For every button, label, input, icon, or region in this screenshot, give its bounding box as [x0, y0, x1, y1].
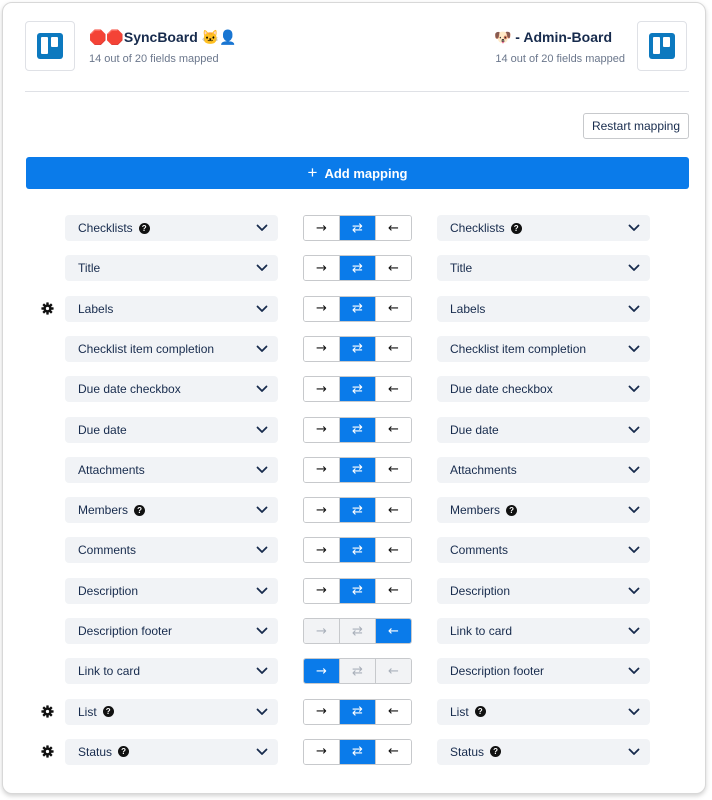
mapping-row [3, 497, 707, 523]
chevron-down-icon [256, 587, 268, 595]
chevron-down-icon [256, 466, 268, 474]
sync-left-button[interactable]: ← [375, 498, 411, 522]
help-icon[interactable]: ? [103, 706, 114, 717]
sync-left-button[interactable]: ← [375, 538, 411, 562]
left-field-label: Members [78, 503, 129, 518]
right-board-name: 🐶 - Admin-Board [493, 29, 612, 45]
sync-left-button[interactable]: ← [375, 418, 411, 442]
left-field-select[interactable] [65, 336, 278, 362]
sync-right-button[interactable]: → [304, 579, 339, 603]
sync-left-button[interactable]: ← [375, 377, 411, 401]
right-field-select[interactable] [437, 296, 650, 322]
mapping-row [3, 376, 707, 402]
sync-direction-toggle [303, 417, 412, 443]
left-field-select[interactable] [65, 457, 278, 483]
right-field-select[interactable] [437, 497, 650, 523]
right-field-label: Link to card [450, 624, 513, 638]
mapping-row [3, 658, 707, 684]
chevron-down-icon [628, 305, 640, 313]
sync-left-button[interactable]: ← [375, 659, 411, 683]
chevron-down-icon [256, 748, 268, 756]
sync-both-button[interactable]: ⇄ [339, 216, 375, 240]
right-field-select[interactable] [437, 417, 650, 443]
left-field-select[interactable] [65, 255, 278, 281]
mapping-row [3, 255, 707, 281]
left-field-label: Description [78, 583, 139, 598]
chevron-down-icon [628, 426, 640, 434]
sync-right-button[interactable]: → [304, 377, 339, 401]
sync-both-button[interactable]: ⇄ [339, 740, 375, 764]
sync-both-button[interactable]: ⇄ [339, 538, 375, 562]
right-field-label: Attachments [450, 462, 517, 477]
left-field-select[interactable] [65, 376, 278, 402]
chevron-down-icon [628, 385, 640, 393]
help-icon[interactable]: ? [490, 746, 501, 757]
chevron-down-icon [628, 546, 640, 554]
left-field-label: Labels [78, 301, 114, 316]
left-field-label: Attachments [78, 462, 145, 477]
mapping-row [3, 537, 707, 563]
mapping-row [3, 296, 707, 322]
sync-right-button[interactable]: → [304, 498, 339, 522]
sync-direction-toggle [303, 578, 412, 604]
chevron-down-icon [256, 426, 268, 434]
left-field-label: List [78, 704, 97, 719]
right-field-label: Comments [450, 543, 509, 558]
left-field-select[interactable] [65, 537, 278, 563]
right-field-select[interactable] [437, 215, 650, 241]
chevron-down-icon [628, 345, 640, 353]
sync-direction-toggle [303, 537, 412, 563]
mapping-row [3, 699, 707, 725]
left-field-label: Status [78, 744, 113, 759]
left-field-select[interactable] [65, 417, 278, 443]
mapping-row [3, 215, 707, 241]
right-field-label: Members [450, 503, 501, 518]
sync-direction-toggle [303, 376, 412, 402]
chevron-down-icon [256, 305, 268, 313]
help-icon[interactable]: ? [511, 223, 522, 234]
sync-right-button[interactable]: → [304, 216, 339, 240]
header-divider [25, 91, 689, 92]
chevron-down-icon [256, 627, 268, 635]
trello-icon [649, 33, 675, 59]
sync-right-button[interactable]: → [304, 538, 339, 562]
right-field-label: Description [450, 583, 511, 598]
help-icon[interactable]: ? [118, 746, 129, 757]
left-field-label: Checklist item completion [78, 341, 215, 356]
sync-direction-toggle [303, 658, 412, 684]
left-board-fields-count: 14 out of 20 fields mapped [89, 53, 219, 65]
left-board-name: 🛑🛑SyncBoard 🐱👤 [89, 29, 237, 45]
mapping-row [3, 417, 707, 443]
left-field-select[interactable] [65, 658, 278, 684]
mapping-row [3, 618, 707, 644]
right-field-label: Title [450, 261, 473, 276]
right-field-select[interactable] [437, 578, 650, 604]
left-field-select[interactable] [65, 618, 278, 644]
sync-both-button[interactable]: ⇄ [339, 297, 375, 321]
left-field-label: Title [78, 261, 101, 276]
gear-icon[interactable] [39, 704, 55, 720]
right-field-select[interactable] [437, 618, 650, 644]
right-field-select[interactable] [437, 336, 650, 362]
sync-left-button[interactable]: ← [375, 337, 411, 361]
left-field-select[interactable] [65, 296, 278, 322]
mapping-row [3, 457, 707, 483]
right-field-select[interactable] [437, 537, 650, 563]
right-field-select[interactable] [437, 457, 650, 483]
left-field-label: Link to card [78, 664, 141, 679]
left-field-select[interactable] [65, 497, 278, 523]
left-field-select[interactable] [65, 739, 278, 765]
help-icon[interactable]: ? [134, 505, 145, 516]
sync-right-button[interactable]: → [304, 418, 339, 442]
chevron-down-icon [256, 345, 268, 353]
sync-direction-toggle [303, 296, 412, 322]
plus-icon: + [307, 163, 318, 182]
sync-left-button[interactable]: ← [375, 216, 411, 240]
right-field-select[interactable] [437, 658, 650, 684]
mapping-card [2, 2, 706, 794]
left-field-select[interactable] [65, 699, 278, 725]
restart-mapping-button[interactable]: Restart mapping [583, 113, 689, 139]
help-icon[interactable]: ? [139, 223, 150, 234]
sync-both-button[interactable]: ⇄ [339, 377, 375, 401]
sync-left-button[interactable]: ← [375, 579, 411, 603]
sync-direction-toggle [303, 739, 412, 765]
right-board-fields-count: 14 out of 20 fields mapped [495, 53, 625, 65]
help-icon[interactable]: ? [506, 505, 517, 516]
right-field-label: Status [450, 744, 485, 759]
sync-right-button[interactable]: → [304, 458, 339, 482]
right-field-label: Checklists [450, 221, 505, 235]
sync-both-button[interactable]: ⇄ [339, 700, 375, 724]
sync-direction-toggle [303, 618, 412, 644]
sync-left-button[interactable]: ← [375, 619, 411, 643]
right-field-select[interactable] [437, 376, 650, 402]
sync-direction-toggle [303, 497, 412, 523]
add-mapping-button[interactable] [26, 157, 689, 189]
sync-both-button[interactable]: ⇄ [339, 659, 375, 683]
chevron-down-icon [628, 224, 640, 232]
sync-both-button[interactable]: ⇄ [339, 418, 375, 442]
chevron-down-icon [628, 667, 640, 675]
sync-left-button[interactable]: ← [375, 740, 411, 764]
left-field-select[interactable] [65, 578, 278, 604]
sync-both-button[interactable]: ⇄ [339, 579, 375, 603]
chevron-down-icon [256, 667, 268, 675]
trello-icon [37, 33, 63, 59]
right-field-label: List [450, 704, 469, 719]
left-field-label: Due date [78, 422, 127, 437]
chevron-down-icon [628, 587, 640, 595]
chevron-down-icon [628, 708, 640, 716]
chevron-down-icon [256, 546, 268, 554]
sync-left-button[interactable]: ← [375, 297, 411, 321]
gear-icon[interactable] [39, 744, 55, 760]
help-icon[interactable]: ? [475, 706, 486, 717]
sync-left-button[interactable]: ← [375, 458, 411, 482]
right-field-select[interactable] [437, 699, 650, 725]
sync-right-button[interactable]: → [304, 659, 339, 683]
sync-direction-toggle [303, 215, 412, 241]
right-field-label: Labels [450, 301, 486, 316]
right-field-select[interactable] [437, 739, 650, 765]
sync-right-button[interactable]: → [304, 619, 339, 643]
right-board-logo [637, 21, 687, 71]
chevron-down-icon [256, 385, 268, 393]
sync-both-button[interactable]: ⇄ [339, 458, 375, 482]
chevron-down-icon [628, 748, 640, 756]
sync-right-button[interactable]: → [304, 700, 339, 724]
left-board-logo [25, 21, 75, 71]
gear-icon[interactable] [39, 301, 55, 317]
right-field-label: Checklist item completion [450, 341, 587, 356]
sync-direction-toggle [303, 457, 412, 483]
mapping-row [3, 739, 707, 765]
left-field-label: Due date checkbox [78, 382, 181, 397]
sync-direction-toggle [303, 255, 412, 281]
left-field-label: Comments [78, 543, 137, 558]
sync-left-button[interactable]: ← [375, 700, 411, 724]
right-field-select[interactable] [437, 255, 650, 281]
right-field-label: Due date checkbox [450, 382, 553, 397]
mapping-row [3, 336, 707, 362]
chevron-down-icon [256, 224, 268, 232]
chevron-down-icon [256, 264, 268, 272]
chevron-down-icon [628, 264, 640, 272]
chevron-down-icon [628, 506, 640, 514]
sync-both-button[interactable]: ⇄ [339, 498, 375, 522]
add-mapping-label: Add mapping [324, 165, 408, 181]
sync-right-button[interactable]: → [304, 740, 339, 764]
sync-left-button[interactable]: ← [375, 256, 411, 280]
sync-both-button[interactable]: ⇄ [339, 619, 375, 643]
sync-right-button[interactable]: → [304, 337, 339, 361]
chevron-down-icon [628, 627, 640, 635]
sync-right-button[interactable]: → [304, 256, 339, 280]
sync-direction-toggle [303, 336, 412, 362]
chevron-down-icon [256, 506, 268, 514]
sync-direction-toggle [303, 699, 412, 725]
left-field-label: Description footer [78, 624, 173, 638]
sync-both-button[interactable]: ⇄ [339, 256, 375, 280]
right-field-label: Due date [450, 422, 499, 437]
chevron-down-icon [628, 466, 640, 474]
left-field-select[interactable] [65, 215, 278, 241]
chevron-down-icon [256, 708, 268, 716]
sync-right-button[interactable]: → [304, 297, 339, 321]
sync-both-button[interactable]: ⇄ [339, 337, 375, 361]
left-field-label: Checklists [78, 221, 133, 235]
mapping-row [3, 578, 707, 604]
right-field-label: Description footer [450, 664, 545, 679]
